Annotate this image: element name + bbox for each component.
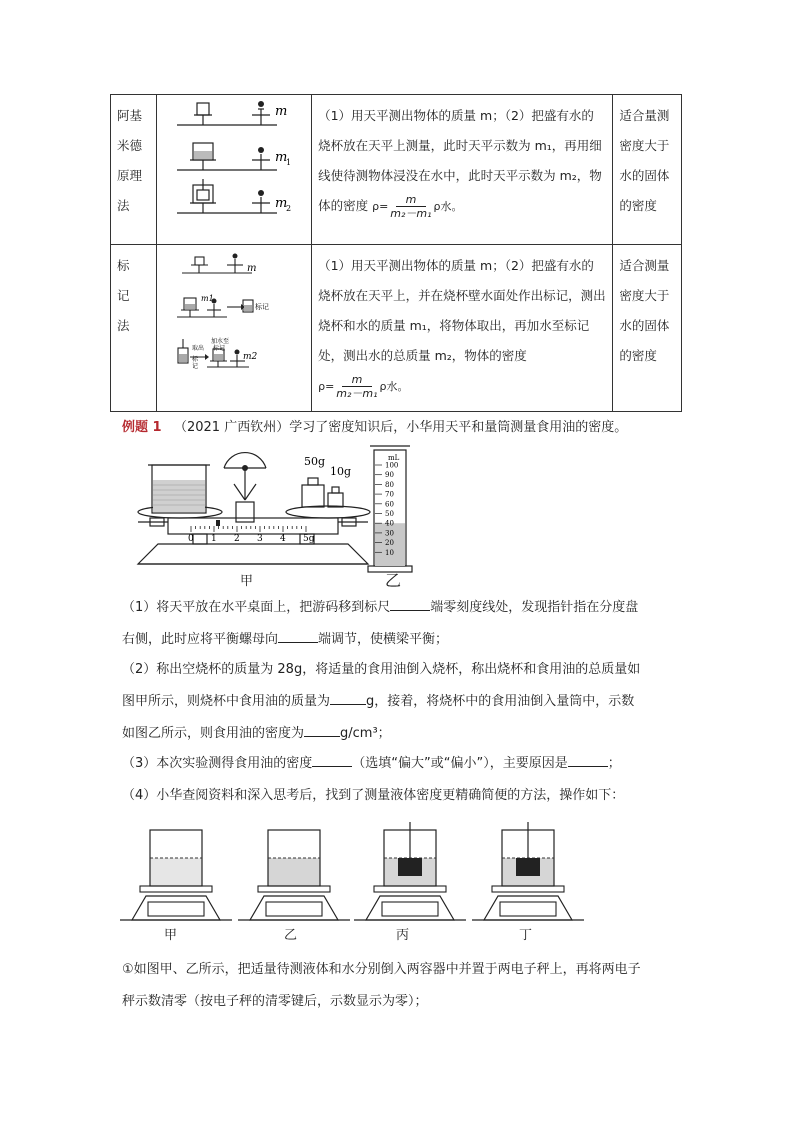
q1-text-b: 端零刻度线处，发现指针指在分度盘	[430, 600, 639, 615]
mass-label-m: m	[274, 104, 288, 119]
marking-method-diagram	[157, 245, 307, 410]
answer-blank[interactable]	[390, 598, 430, 611]
q1-text-d: 端调节，使横梁平衡；	[318, 632, 449, 647]
step1-text-a: ①如图甲、乙所示，把适量待测液体和水分别倒入两容器中并置于两电子秤上，再将两电子	[122, 962, 641, 977]
formula-denominator: m₂－m₁	[336, 387, 378, 400]
applicability-cell	[613, 95, 682, 245]
mark-label: 标记	[254, 303, 269, 311]
applicability-line: 的密度	[619, 198, 657, 213]
method-name-line: 米德	[117, 138, 143, 153]
q4-text: （4）小华查阅资料和深入思考后，找到了测量液体密度更精确简便的方法，操作如下：	[122, 788, 625, 803]
figure2-caption: 丙	[396, 928, 410, 943]
method-name-line: 标	[117, 258, 130, 273]
mass-label-m2: m	[274, 196, 288, 211]
answer-blank[interactable]	[330, 692, 366, 705]
q2-text-a: （2）称出空烧杯的质量为 28g，将适量的食用油倒入烧杯，称出烧杯和食用油的总质量如	[122, 662, 641, 677]
cylinder-tick-label: 100	[385, 461, 399, 470]
liquid	[150, 858, 202, 886]
cylinder-tick-label: 20	[385, 539, 394, 548]
method-description	[312, 95, 613, 245]
electronic-scale	[472, 822, 584, 920]
answer-blank[interactable]	[278, 630, 318, 643]
cylinder-tick-label: 10	[385, 548, 394, 557]
take-out-label: 取出	[191, 345, 204, 352]
applicability-line: 适合量测	[619, 108, 670, 123]
applicability-line: 的密度	[619, 348, 657, 363]
archimedes-balance-diagram	[157, 95, 307, 243]
applicability-cell	[613, 245, 682, 412]
method-name-line: 阿基	[117, 108, 143, 123]
figure2-caption: 甲	[164, 928, 178, 943]
applicability-line: 适合测量	[619, 258, 670, 273]
cylinder-tick-label: 70	[385, 490, 394, 499]
electronic-scale	[238, 830, 350, 920]
scale-display	[148, 902, 204, 916]
balance-and-cylinder-figure	[128, 440, 418, 588]
mark-label-a: 标	[191, 356, 198, 363]
formula-end: 。	[451, 200, 463, 213]
method-name-line: 原理	[117, 168, 143, 183]
mass-label-m: m	[246, 263, 257, 274]
formula-numerator: m	[396, 193, 427, 207]
q1-text-c: 右侧，此时应将平衡螺母向	[122, 632, 279, 647]
immersed-block	[516, 858, 540, 876]
answer-blank[interactable]	[312, 754, 352, 767]
step1-text-b: 秤示数清零（按电子秤的清零键后，示数显示为零）；	[122, 994, 428, 1009]
q3-text-c: ；	[607, 756, 621, 771]
electronic-scale	[120, 830, 232, 920]
question-3	[122, 748, 682, 780]
figure2-caption: 丁	[519, 928, 533, 943]
q2-text-b: 图甲所示，则烧杯中食用油的质量为	[122, 694, 331, 709]
description-text: （1）用天平测出物体的质量 m；（2）把盛有水的烧杯放在天平上测量，此时天平示数为 m₁，再用细线使待测物体浸没在水中，此时天平示数为 m₂，物体的密度	[318, 108, 602, 213]
applicability-line: 水的固体	[619, 318, 670, 333]
electronic-scale	[354, 822, 466, 920]
ruler-tick-label: 0	[188, 534, 194, 544]
q2-text-d: 如图乙所示，则食用油的密度为	[122, 726, 305, 741]
methods-table	[110, 94, 682, 412]
cylinder-tick-label: 30	[385, 529, 394, 538]
table-row	[111, 95, 682, 245]
mark-label-b: 记	[191, 363, 198, 370]
formula-rho-water: ρ水	[379, 380, 398, 393]
rider-weight	[216, 520, 220, 526]
add-water-label: 加水至	[210, 338, 229, 345]
cylinder-tick-label: 50	[385, 510, 394, 518]
ruler-tick-label: 4	[280, 534, 286, 544]
cylinder-tick-label: 60	[385, 500, 394, 509]
q2-text-e: g/cm³；	[340, 726, 391, 741]
method-name-line: 法	[117, 318, 130, 333]
scale-display	[266, 902, 322, 916]
answer-blank[interactable]	[568, 754, 608, 767]
mass-label-sub1: 1	[285, 158, 291, 167]
question-2	[122, 654, 682, 750]
description-text: （1）用天平测出物体的质量 m；（2）把盛有水的烧杯放在天平上，并在烧杯壁水面处作出标记，测出烧杯和水的质量 m₁，将物体取出，再加水至标记处，测出水的总质量 m₂，物体的密度	[318, 258, 606, 363]
formula-lhs: ρ=	[318, 380, 335, 393]
formula-numerator: m	[342, 373, 373, 387]
formula-rho-water: ρ水	[433, 200, 452, 213]
ruler-tick-label: 2	[234, 534, 240, 544]
weight-10g-label: 10g	[330, 465, 352, 478]
applicability-line: 密度大于	[619, 288, 670, 303]
immersed-block	[398, 858, 422, 876]
q1-text-a: （1）将天平放在水平桌面上，把游码移到标尺	[122, 600, 391, 615]
figure1-caption-b: 乙	[385, 571, 402, 590]
ruler-tick-label: 3	[257, 534, 263, 544]
figure1-caption-a: 甲	[240, 574, 254, 589]
example-intro: （2021 广西钦州）学习了密度知识后，小华用天平和量筒测量食用油的密度。	[173, 420, 628, 435]
method-name-cell	[111, 95, 157, 245]
cylinder-tick-label: 80	[385, 480, 394, 489]
ruler-tick-label: 1	[211, 534, 217, 544]
archimedes-figure-cell	[156, 95, 311, 245]
step-1	[122, 954, 682, 1018]
method-name-line: 法	[117, 198, 130, 213]
to-mark-label: 标记	[212, 345, 225, 352]
method-name-line: 记	[117, 288, 130, 303]
formula-lhs: ρ=	[372, 200, 389, 213]
mass-label-m1: m	[274, 150, 288, 165]
density-formula	[372, 193, 462, 220]
density-formula	[318, 373, 408, 400]
q3-text-a: （3）本次实验测得食用油的密度	[122, 756, 313, 771]
formula-end: 。	[397, 380, 409, 393]
formula-denominator: m₂－m₁	[390, 207, 432, 220]
mass-label-m1: m1	[200, 294, 214, 303]
answer-blank[interactable]	[304, 724, 340, 737]
liquid	[268, 858, 320, 886]
cylinder-unit: mL	[388, 454, 400, 462]
scale-display	[500, 902, 556, 916]
ruler-tick-label: 5g	[303, 534, 315, 544]
weight-50g-label: 50g	[304, 455, 326, 468]
table-row	[111, 245, 682, 412]
applicability-line: 水的固体	[619, 168, 670, 183]
question-1	[122, 592, 682, 656]
q3-text-b: （选填“偏大”或“偏小”），主要原因是	[352, 756, 568, 771]
question-4	[122, 780, 682, 812]
applicability-line: 密度大于	[619, 138, 670, 153]
electronic-scales-figure	[118, 822, 588, 922]
figure2-caption: 乙	[284, 928, 298, 943]
mass-label-sub2: 2	[285, 204, 291, 213]
q2-text-c: g，接着，将烧杯中的食用油倒入量筒中，示数	[366, 694, 635, 709]
method-description	[312, 245, 613, 412]
scale-display	[382, 902, 438, 916]
cylinder-tick-label: 90	[385, 471, 394, 480]
cylinder-tick-label: 40	[385, 519, 394, 528]
method-name-cell	[111, 245, 157, 412]
example-label: 例题 1	[122, 420, 162, 435]
mass-label-m2: m2	[242, 352, 258, 362]
marking-figure-cell	[156, 245, 311, 412]
